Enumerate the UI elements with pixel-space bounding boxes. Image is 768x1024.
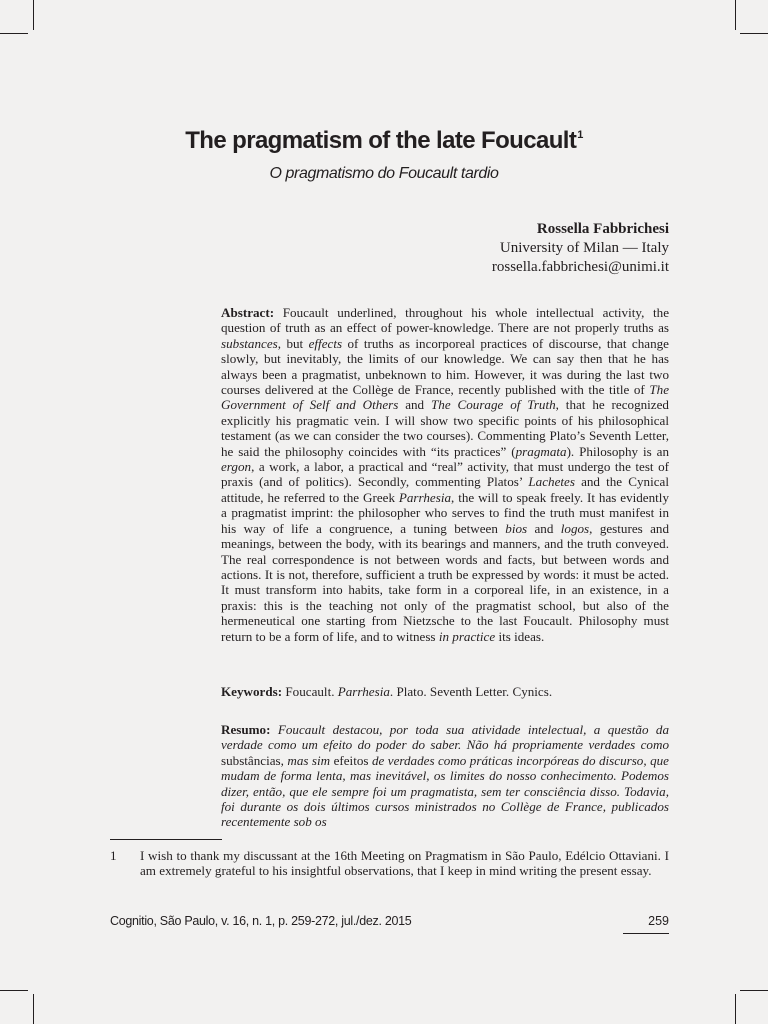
- abstract-text: , a work, a labor, a practical and “real” activity, that must undergo the test of praxis (and of politics). Secondly, commenting Platos’: [221, 459, 669, 490]
- abstract-text: , the will to speak freely. It has evidently a pragmatist imprint: the philosopher who serves to find the truth must manifest in his way of life a congruence, a tuning between: [221, 489, 669, 536]
- abstract-book-title: The Courage of Truth: [430, 397, 556, 413]
- abstract: [221, 305, 669, 644]
- abstract-book-title: The Government of Self and Others: [221, 382, 669, 413]
- page-number: 259: [648, 914, 669, 928]
- author-name: Rossella Fabbrichesi: [536, 221, 669, 237]
- abstract-text: , gestures and meanings, between the body, with its bearings and manners, and the truth conveyed. The real correspondence is not between words and facts, but between words and actions. It is not, therefore, sufficient a truth be expressed by words: it must be acted. It must transform into habits, take form in a corporeal life, in an existence, in a praxis: this is the teaching not only of the pragmatist school, but also of the hermeneutical one starting from Nietzsche to the last Foucault. Philosophy must return to be a form of life, and to witness: [221, 520, 670, 644]
- page-number-rule: [623, 933, 669, 934]
- crop-mark-top-right-h: [740, 33, 768, 34]
- footnote-rule: [110, 839, 222, 840]
- crop-mark-top-left-h: [0, 33, 28, 34]
- paper-subtitle: O pragmatismo do Foucault tardio: [269, 165, 499, 182]
- abstract-text: , but: [277, 335, 309, 351]
- keywords-label: Keywords:: [221, 684, 283, 699]
- keywords: [221, 684, 669, 699]
- crop-mark-top-left: [33, 0, 34, 30]
- crop-mark-bottom-left: [33, 994, 34, 1024]
- resumo-label: Resumo:: [221, 722, 271, 737]
- abstract-text: , that he recognized explicitly his pragmatic vein. I will show two specific points of his philosophical testament (as we can consider the two courses). Commenting Plato’s Seventh Letter, he said the philosophy coincides with “its practices” (: [221, 397, 669, 459]
- abstract-emphasis: Lachetes: [528, 474, 575, 490]
- resumo: [221, 722, 669, 830]
- paper-title: [0, 127, 768, 155]
- crop-mark-bottom-right: [735, 994, 736, 1024]
- keywords-text: . Plato. Seventh Letter. Cynics.: [389, 684, 553, 699]
- abstract-emphasis: effects: [308, 335, 343, 351]
- author-email: rossella.fabbrichesi@unimi.it: [491, 259, 669, 275]
- abstract-emphasis: ergon: [221, 459, 252, 475]
- abstract-label: Abstract:: [221, 305, 275, 320]
- crop-mark-bottom-left-h: [0, 990, 28, 991]
- abstract-text: and: [398, 397, 431, 413]
- resumo-text: Foucault destacou, por toda sua atividade intelectual, a questão da verdade como um efeito do poder do saber. Não há propriamente verdades como: [221, 722, 669, 753]
- abstract-text: ). Philosophy is an: [566, 443, 669, 459]
- title-footnote-marker: 1: [577, 129, 583, 141]
- author-block: [492, 220, 669, 277]
- footnote: [110, 848, 669, 879]
- resumo-text: de verdades como práticas incorpóreas do discurso, que mudam de forma lenta, mas inevitável, os limites do nosso conhecimento. Podemos dizer, então, que ele sempre foi um pragmatista, sem ter consciência disso. Todavia, foi durante os dois últimos cursos ministrados no Collège de France, publicados recentemente sob os: [221, 752, 669, 830]
- abstract-emphasis: Parrhesia: [398, 489, 452, 505]
- abstract-emphasis: bios: [505, 520, 528, 536]
- resumo-text: , mas sim: [280, 752, 334, 768]
- abstract-emphasis: in practice: [438, 628, 496, 644]
- abstract-emphasis: substances: [221, 335, 278, 351]
- keywords-text: Foucault.: [282, 684, 338, 699]
- abstract-emphasis: pragmata: [515, 443, 567, 459]
- crop-mark-bottom-right-h: [740, 990, 768, 991]
- resumo-upright: efeitos: [333, 752, 369, 768]
- crop-mark-top-right: [735, 0, 736, 30]
- journal-citation: Cognitio, São Paulo, v. 16, n. 1, p. 259-272, jul./dez. 2015: [110, 914, 412, 928]
- abstract-text: its ideas.: [495, 628, 545, 644]
- title-text: The pragmatism of the late Foucault: [185, 127, 577, 154]
- abstract-text: Foucault underlined, throughout his whole intellectual activity, the question of truth as an effect of power-knowledge. There are not properly truths as: [221, 305, 669, 336]
- abstract-text: and the Cynical attitude, he referred to the Greek: [221, 474, 669, 505]
- abstract-text: of truths as incorporeal practices of discourse, that change slowly, but inevitably, the limits of our knowledge. We can say then that he has always been a pragmatist, unbeknown to him. However, it was during the last two courses delivered at the Collège de France, recently published with the title of: [221, 335, 669, 398]
- author-affiliation: University of Milan — Italy: [499, 240, 669, 256]
- abstract-text: and: [527, 520, 561, 536]
- resumo-upright: substâncias: [221, 752, 281, 768]
- footnote-text: I wish to thank my discussant at the 16th Meeting on Pragmatism in São Paulo, Edélcio Ottaviani. I am extremely grateful to his insightful observations, that I keep in mind writing the present essay.: [140, 848, 669, 879]
- abstract-emphasis: logos: [560, 520, 590, 536]
- keywords-emphasis: Parrhesia: [337, 684, 390, 699]
- footnote-number: 1: [110, 848, 117, 863]
